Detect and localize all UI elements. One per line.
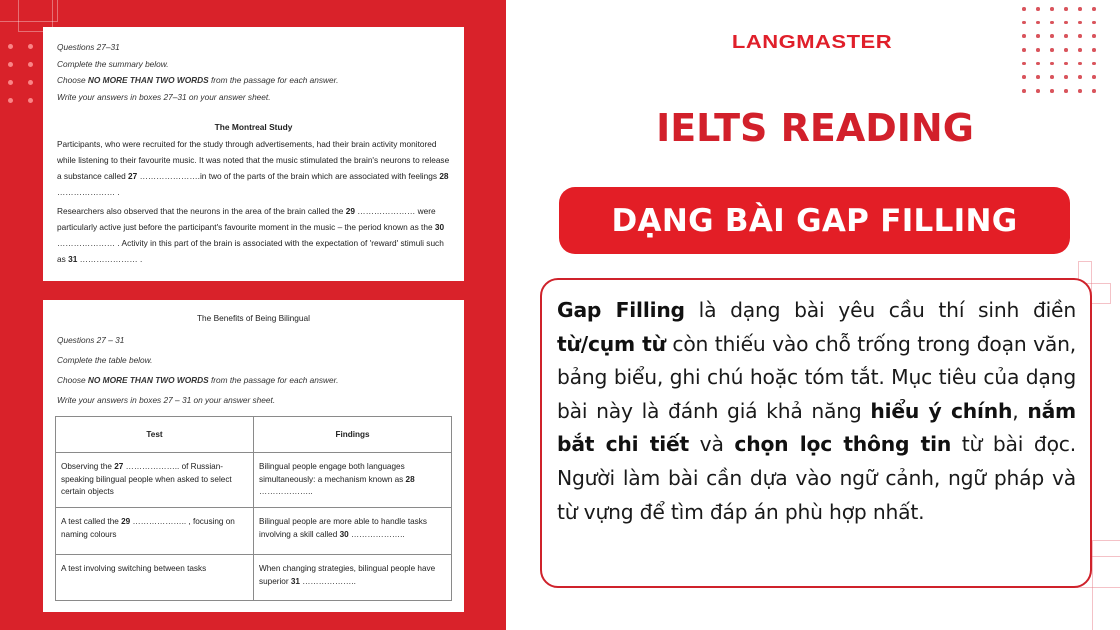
instruction-line: Complete the summary below. [57,58,169,69]
cross-outline-shape [1092,540,1120,630]
instruction-line: Choose NO MORE THAN TWO WORDS from the passage for each answer. [57,375,339,385]
table-row [56,555,452,601]
findings-cell: When changing strategies, bilingual people have superior 31 ……………….. [254,555,452,601]
findings-cell: Bilingual people are more able to handle tasks involving a skill called 30 ……………….. [254,508,452,555]
column-header-findings: Findings [254,417,452,453]
table-header-row [56,417,452,453]
dot-pattern [1022,7,1096,93]
test-cell: A test called the 29 ……………….. , focusing on naming colours [56,508,254,555]
summary-paragraph: Participants, who were recruited for the study through advertisements, had their brain activity monitored while listening to their favourite music. It was noted that the music stimulated the brain's neurons to release a substance called 27 ………………….in two of the parts of the brain which are associated with feelings 28 ………………… . [57,138,450,197]
question-table [55,416,452,601]
test-cell: A test involving switching between tasks [56,555,254,601]
instruction-line: Choose NO MORE THAN TWO WORDS from the passage for each answer. [57,75,339,85]
instruction-line: Write your answers in boxes 27–31 on your answer sheet. [57,91,271,102]
topic-banner [559,187,1070,254]
column-header-test: Test [56,417,254,453]
document-title: The Montreal Study [214,122,293,132]
document-title: The Benefits of Being Bilingual [196,313,310,323]
left-red-panel [0,0,506,630]
banner-label: DẠNG BÀI GAP FILLING [611,202,1018,239]
description-text: Gap Filling là dạng bài yêu cầu thí sinh điền từ/cụm từ còn thiếu vào chỗ trống trong đoạn văn, bảng biểu, ghi chú hoặc tóm tắt. Mục tiêu của dạng bài này là đánh giá khả năng hiểu ý chính, nắm bắt chi tiết và chọn lọc thông tin từ bài đọc. Người làm bài cần dựa vào ngữ cảnh, ngữ pháp và từ vựng để tìm đáp án phù hợp nhất. [557,298,1077,524]
dot-pattern [8,44,34,103]
questions-range: Questions 27–31 [57,42,120,52]
table-row [56,453,452,508]
langmaster-logo: LANGMASTER [731,30,893,53]
table-row [56,508,452,555]
questions-range: Questions 27 – 31 [57,335,125,345]
summary-paragraph: Researchers also observed that the neurons in the area of the brain called the 29 ………………… were particularly active just before the participant's favourite moment in the music – the period known as the 30 ………………… . Activity in this part of the brain is associated with the expectation of 'reward' stimuli such as 31 ………………… . [57,205,445,264]
instruction-line: Write your answers in boxes 27 – 31 on your answer sheet. [57,395,276,405]
description-box [540,278,1092,588]
page-title: IELTS READING [656,106,974,150]
test-cell: Observing the 27 ……………….. of Russian-speaking bilingual people when asked to select certain objects [56,453,254,508]
instruction-line: Complete the table below. [57,355,153,365]
summary-completion-document [43,27,464,281]
findings-cell: Bilingual people engage both languages simultaneously: a mechanism known as 28 ……………….. [254,453,452,508]
table-completion-document [43,300,464,612]
